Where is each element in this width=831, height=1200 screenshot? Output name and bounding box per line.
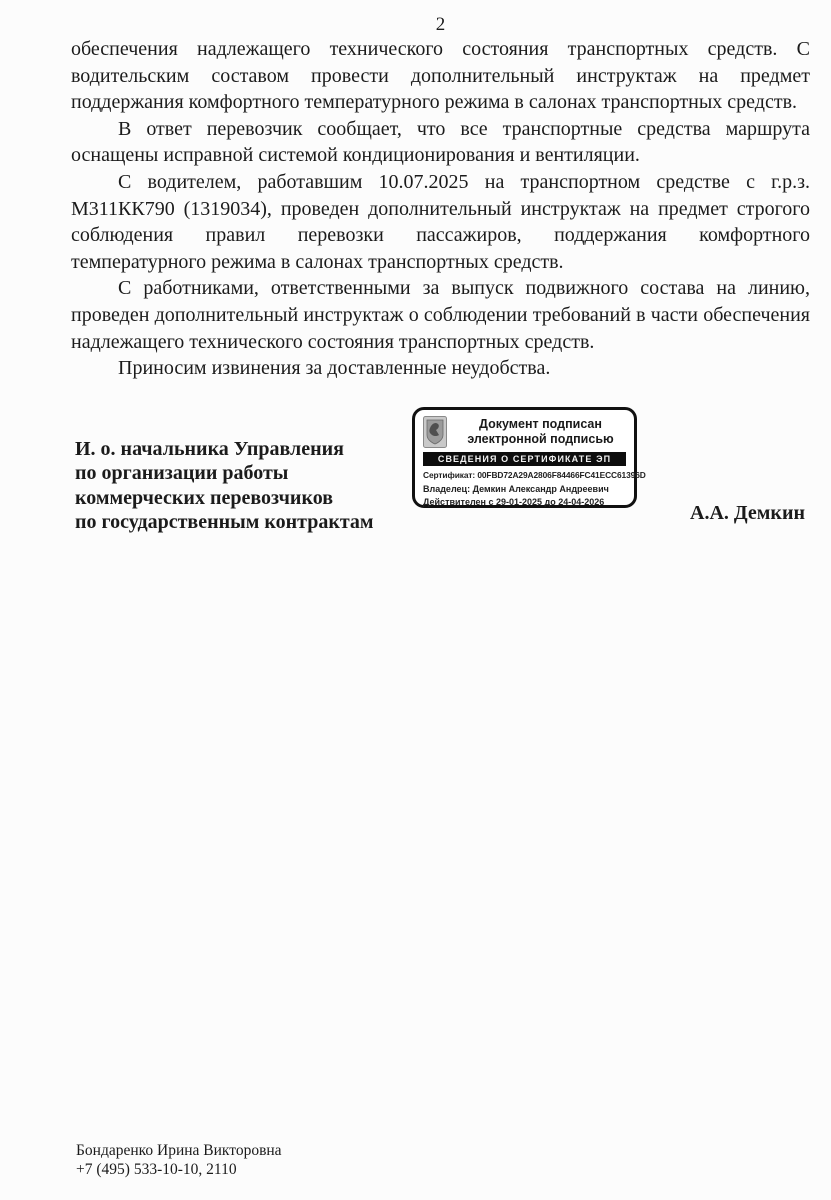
paragraph-2: В ответ перевозчик сообщает, что все транспортные средства маршрута оснащены исправной системой кондиционирования и вентиляции.	[71, 117, 810, 167]
certificate-banner: СВЕДЕНИЯ О СЕРТИФИКАТЕ ЭП	[423, 452, 626, 466]
certificate-label: Сертификат:	[423, 470, 476, 480]
signatory-position-line: коммерческих перевозчиков	[75, 486, 334, 509]
paragraph-4: С работниками, ответственными за выпуск подвижного состава на линию, проведен дополнительный инструктаж о соблюдении требований в части обеспечения надлежащего технического состояния транспортных средств.	[71, 277, 810, 353]
e-signature-stamp	[412, 407, 646, 508]
stamp-header	[423, 416, 626, 448]
paragraph-5: Приносим извинения за доставленные неудобства.	[118, 357, 551, 380]
signatory-position	[75, 437, 374, 535]
certificate-line	[423, 470, 646, 482]
validity-line: Действителен с 29-01-2025 до 24-04-2026	[423, 497, 605, 507]
signatory-position-line: по организации работы	[75, 462, 289, 485]
paragraph-3: С водителем, работавшим 10.07.2025 на транспортном средстве с г.р.з. М311КК790 (1319034), проведен дополнительный инструктаж на предмет строгого соблюдения правил перевозки пассажиров, поддержания комфортного температурного режима в салонах транспортных средств.	[71, 170, 810, 273]
stamp-title	[455, 417, 626, 447]
owner-label: Владелец:	[423, 483, 471, 494]
executor-phone: +7 (495) 533-10-10, 2110	[76, 1161, 237, 1178]
letter-body	[71, 36, 810, 382]
stamp-title-line1: Документ подписан	[479, 417, 602, 431]
signatory-name: А.А. Демкин	[690, 502, 805, 524]
stamp-title-line2: электронной подписью	[467, 432, 614, 446]
moscow-coat-of-arms-icon	[423, 416, 447, 448]
owner-value: Демкин Александр Андреевич	[472, 483, 609, 494]
executor-info	[76, 1141, 282, 1179]
signatory-position-line: И. о. начальника Управления	[75, 438, 344, 460]
page-number: 2	[435, 14, 446, 35]
signatory-position-line: по государственным контрактам	[75, 511, 374, 534]
paragraph-1: обеспечения надлежащего технического состояния транспортных средств. С водительским составом провести дополнительный инструктаж на предмет поддержания комфортного температурного режима в салонах транспортных средств.	[71, 38, 810, 114]
owner-line	[423, 484, 626, 496]
executor-name: Бондаренко Ирина Викторовна	[76, 1142, 282, 1159]
certificate-value: 00FBD72A29A2806F84466FC41ECC61396D	[477, 470, 646, 480]
